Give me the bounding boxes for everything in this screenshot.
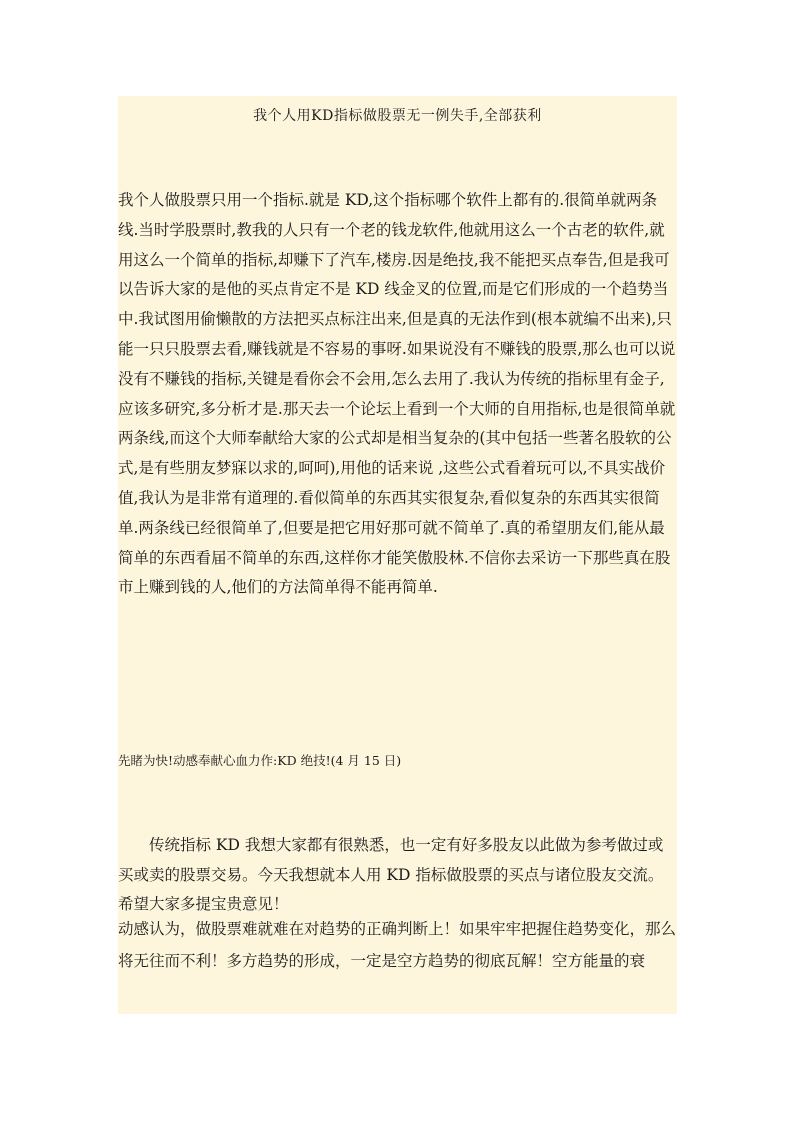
document-title: 我个人用KD指标做股票无一例失手,全部获利 bbox=[253, 108, 542, 124]
section-caption: 先睹为快!动感奉献心血力作:KD 绝技!(4 月 15 日) bbox=[118, 753, 402, 768]
paragraph-body-2: 传统指标 KD 我想大家都有很熟悉，也一定有好多股友以此做为参考做过或买或卖的股票交易。今天我想就本人用 KD 指标做股票的买点与诸位股友交流。希望大家多提宝贵意见！ bbox=[118, 836, 664, 913]
paragraph-body-1: 我个人做股票只用一个指标.就是 KD,这个指标哪个软件上都有的.很简单就两条线.当时学股票时,教我的人只有一个老的钱龙软件,他就用这么一个古老的软件,就用这么一个简单的指标,却赚下了汽车,楼房.因是绝技,我不能把买点奉告,但是我可以告诉大家的是他的买点肯定不是 KD 线金叉的位置,而是它们形成的一个趋势当中.我试图用偷懒散的方法把买点标注出来,但是真的无法作到(根本就编不出来),只能一只只股票去看,赚钱就是不容易的事呀.如果说没有不赚钱的股票,那么也可以说没有不赚钱的指标,关键是看你会不会用,怎么去用了.我认为传统的指标里有金子,应该多研究,多分析才是.那天去一个论坛上看到一个大师的自用指标,也是很简单就两条线,而这个大师奉献给大家的公式却是相当复杂的(其中包括一些著名股软的公式,是有些朋友梦寐以求的,呵呵),用他的话来说 ,这些公式看着玩可以,不具实战价值,我认为是非常有道理的.看似简单的东西其实很复杂,看似复杂的东西其实很简单.两条线已经很简单了,但要是把它用好那可就不简单了.真的希望朋友们,能从最简单的东西看届不简单的东西,这样你才能笑傲股林.不信你去采访一下那些真在股市上赚到钱的人,他们的方法简单得不能再简单. bbox=[118, 191, 676, 597]
paragraph-body-3: 动感认为，做股票难就难在对趋势的正确判断上！如果牢牢把握住趋势变化，那么将无往而不利！多方趋势的形成，一定是空方趋势的彻底瓦解！空方能量的衰 bbox=[118, 920, 677, 970]
